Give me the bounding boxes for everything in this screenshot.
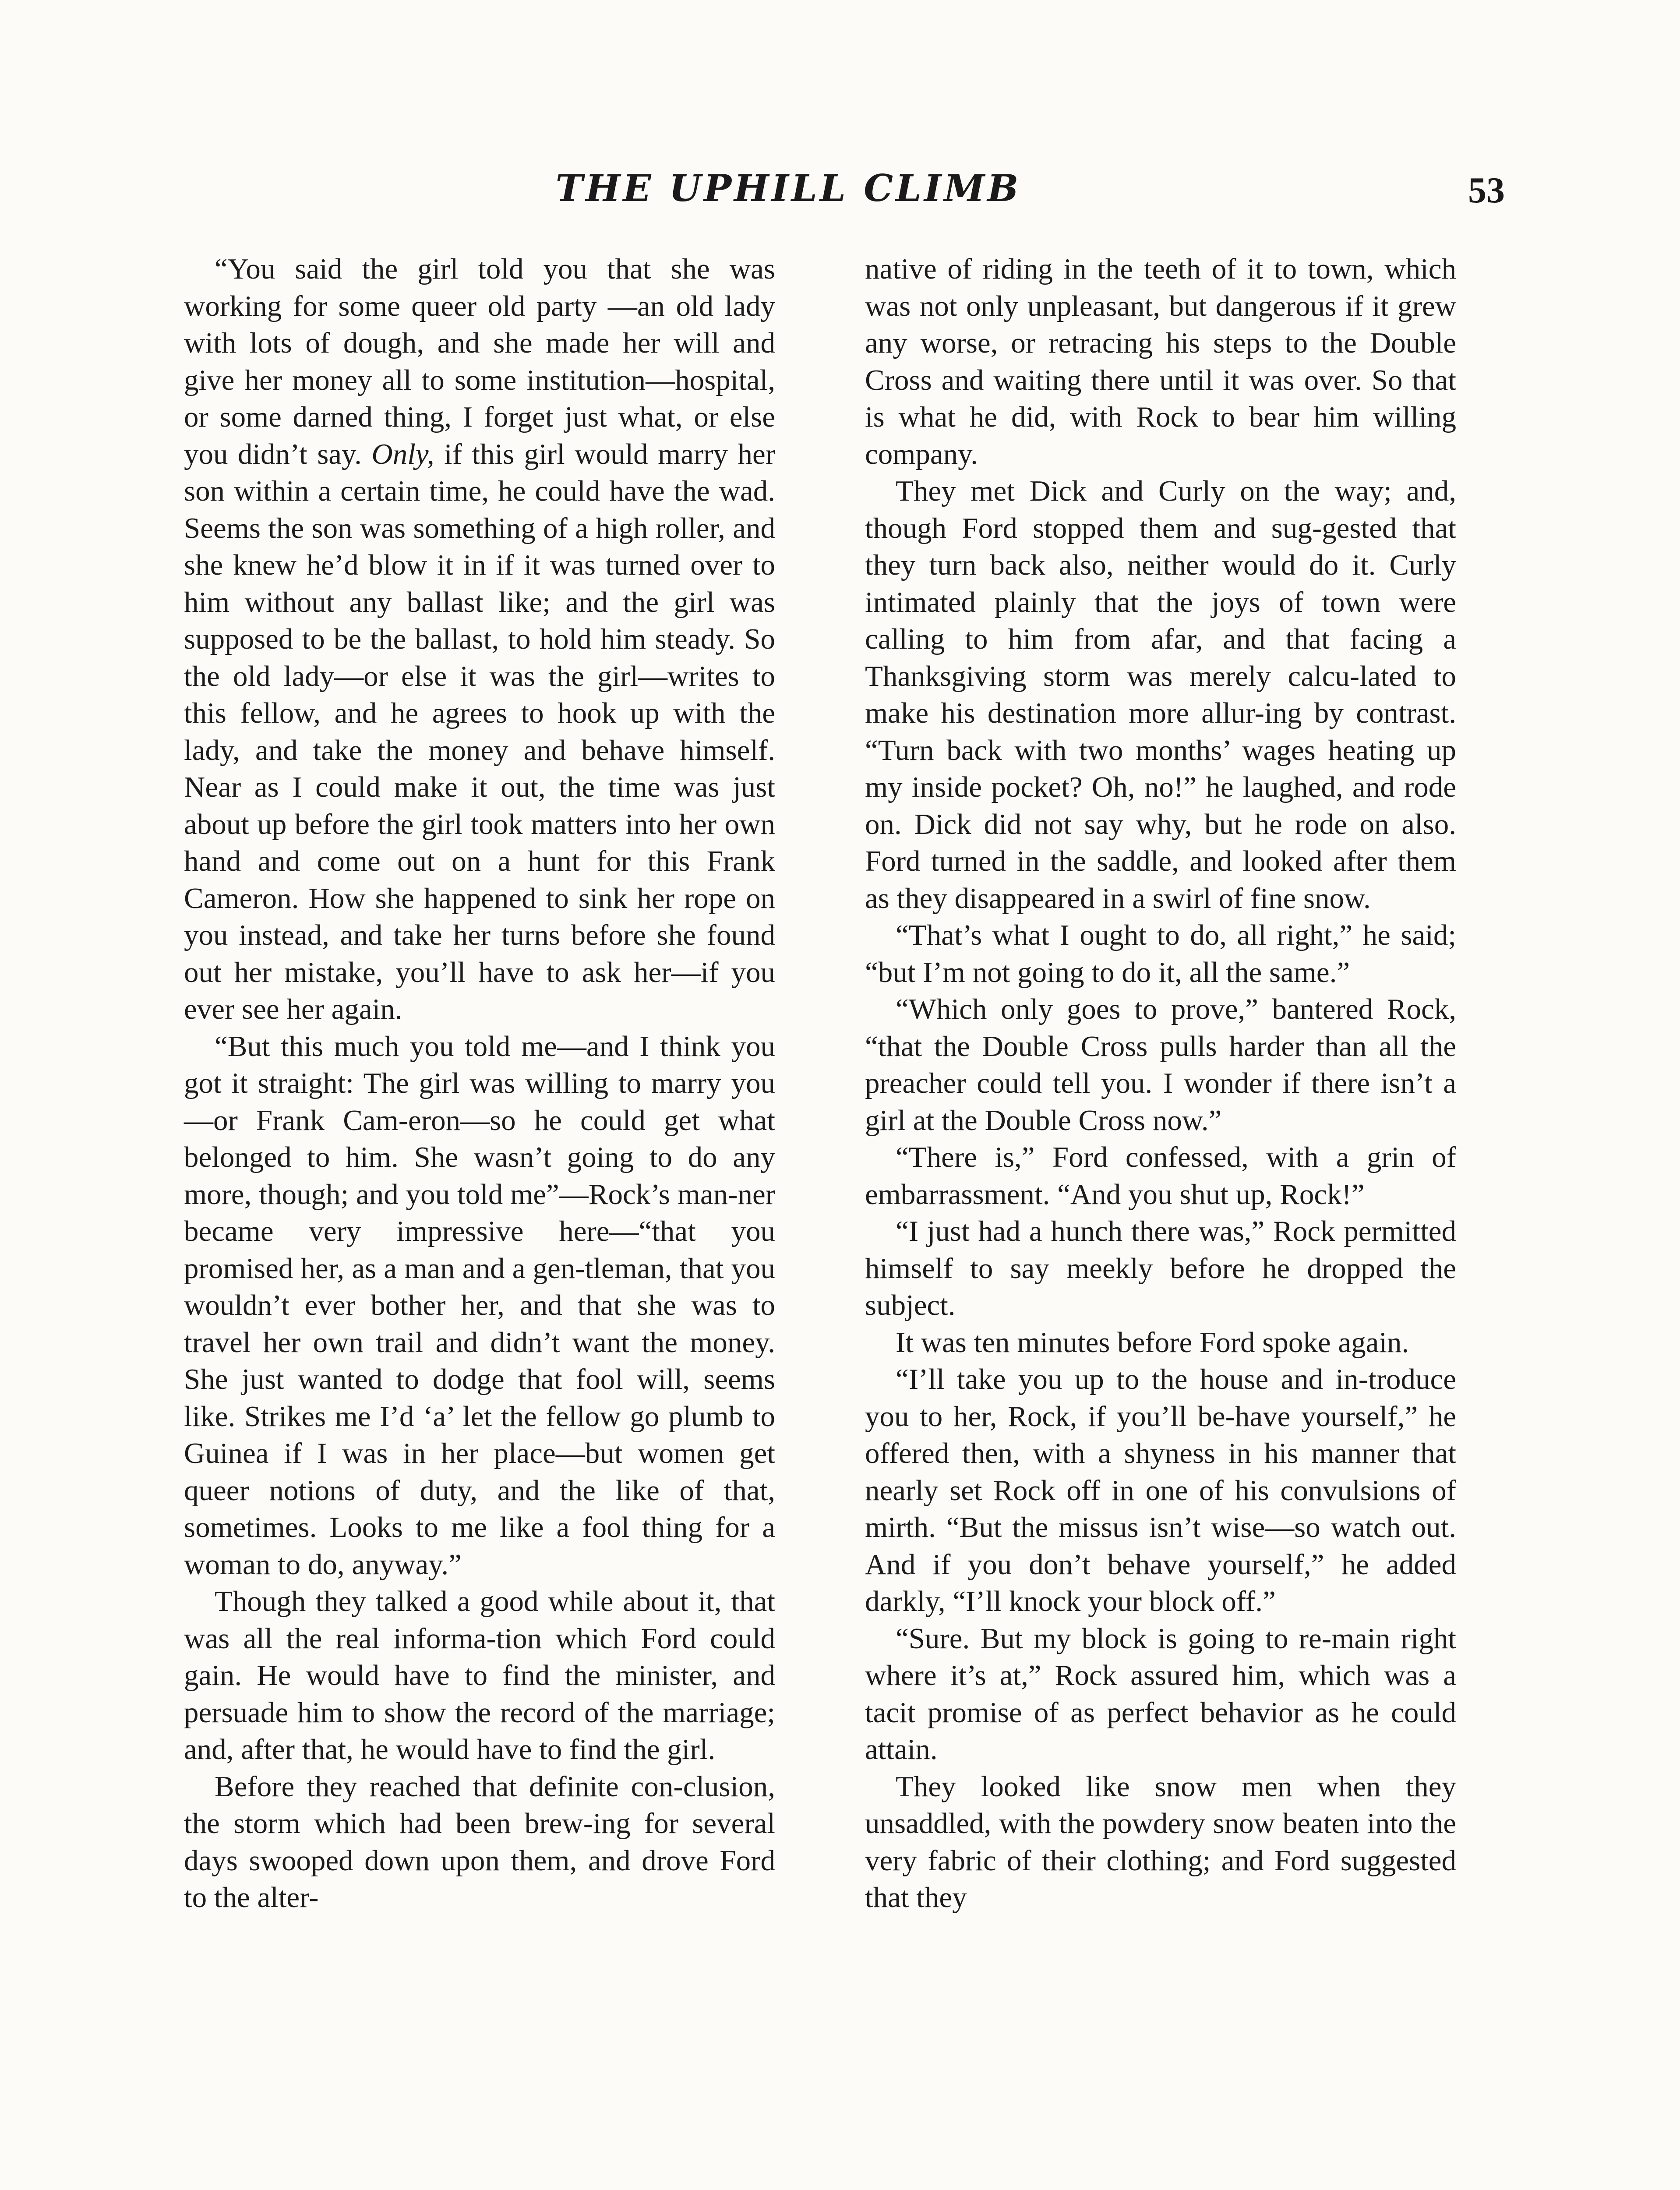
paragraph: “I’ll take you up to the house and in-troduce you to her, Rock, if you’ll be-have yourself,” he offered then, with a shyness in his manner that nearly set Rock off in one of his convulsions of mirth. “But the missus isn’t wise—so watch out. And if you don’t behave yourself,” he added darkly, “I’ll knock your block off.” [865,1363,1456,1618]
paragraph: “Which only goes to prove,” bantered Rock, “that the Double Cross pulls harder than all the preacher could tell you. I wonder if there isn’t a girl at the Double Cross now.” [865,993,1456,1137]
paragraph: “There is,” Ford confessed, with a grin of embarrassment. “And you shut up, Rock!” [865,1141,1456,1211]
paragraph: It was ten minutes before Ford spoke again. [896,1326,1409,1359]
paragraph: “That’s what I ought to do, all right,” he said; “but I’m not going to do it, all the same.” [865,919,1456,989]
paragraph: native of riding in the teeth of it to town, which was not only unpleasant, but dangerous if it grew any worse, or retracing his steps to the Double Cross and waiting there until it was over. So that is what he did, with Rock to bear him willing company. [865,253,1456,470]
paragraph: “I just had a hunch there was,” Rock permitted himself to say meekly before he dropped the subject. [865,1215,1456,1321]
paragraph: They looked like snow men when they unsaddled, with the powdery snow beaten into the very fabric of their clothing; and Ford suggested that they [865,1770,1456,1914]
paragraph: Before they reached that definite con-clusion, the storm which had been brew-ing for several days swooped down upon them, and drove Ford to the alter- [184,1770,775,1914]
running-title: THE UPHILL CLIMB [555,166,1021,210]
paragraph-text: “You said the girl told you that she was working for some queer old party —an old lady with lots of dough, and she made her will and give her money all to some institution—hospital, or some darned thing, I forget just what, or else you didn’t say. [184,253,775,470]
left-column [184,251,775,1916]
paragraph: They met Dick and Curly on the way; and, though Ford stopped them and sug-gested that they turn back also, neither would do it. Curly intimated plainly that the joys of town were calling to him from afar, and that facing a Thanksgiving storm was merely calcu-lated to make his destination more allur-ing by contrast. “Turn back with two months’ wages heating up my inside pocket? Oh, no!” he laughed, and rode on. Dick did not say why, but he rode on also. Ford turned in the saddle, and looked after them as they disappeared in a swirl of fine snow. [865,475,1456,915]
paragraph: “Sure. But my block is going to re-main right where it’s at,” Rock assured him, which was a tacit promise of as perfect behavior as he could attain. [865,1622,1456,1766]
right-column [865,251,1456,1916]
paragraph: Though they talked a good while about it, that was all the real informa-tion which Ford could gain. He would have to find the minister, and persuade him to show the record of the marriage; and, after that, he would have to find the girl. [184,1585,775,1766]
paragraph: “But this much you told me—and I think you got it straight: The girl was willing to marry you—or Frank Cam-eron—so he could get what belonged to him. She wasn’t going to do any more, though; and you told me”—Rock’s man-ner became very impressive here—“that you promised her, as a man and a gen-tleman, that you wouldn’t ever bother her, and that she was to travel her own trail and didn’t want the money. She just wanted to dodge that fool will, seems like. Strikes me I’d ‘a’ let the fellow go plumb to Guinea if I was in her place—but women get queer notions of duty, and the like of that, sometimes. Looks to me like a fool thing for a woman to do, anyway.” [184,1030,775,1581]
paragraph-text: if this girl would marry her son within a certain time, he could have the wad. Seems the son was something of a high roller, and she knew he’d blow it in if it was turned over to him without any ballast like; and the girl was supposed to be the ballast, to hold him steady. So the old lady—or else it was the girl—writes to this fellow, and he agrees to hook up with the lady, and take the money and behave himself. Near as I could make it out, the time was just about up before the girl took matters into her own hand and come out on a hunt for this Frank Cameron. How she happened to sink her rope on you instead, and take her turns before she found out her mistake, you’ll have to ask her—if you ever see her again. [184,438,776,1025]
emphasis-text: Only, [371,438,434,470]
page-number: 53 [1468,170,1505,211]
running-head [0,166,1680,232]
paragraph [184,251,775,1028]
